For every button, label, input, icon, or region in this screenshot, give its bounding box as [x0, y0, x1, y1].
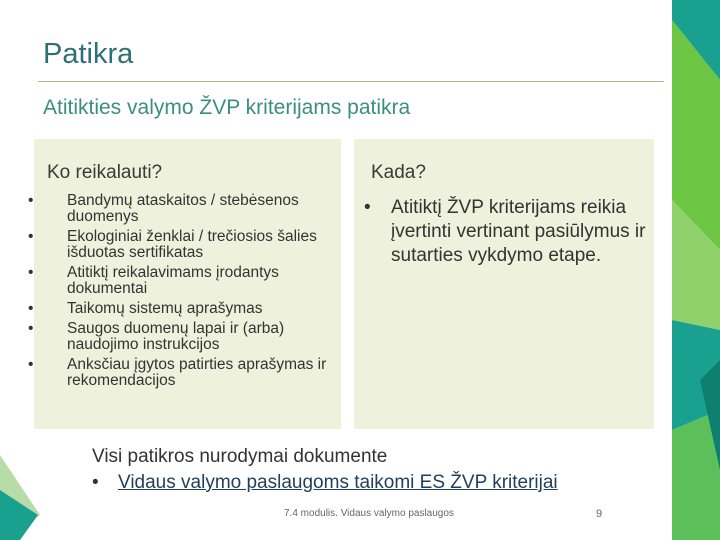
list-item: • Atitiktį ŽVP kriterijams reikia įvertinti vertinant pasiūlymus ir sutarties vykdymo etape. — [362, 196, 652, 268]
list-item: • Taikomų sistemų aprašymas — [27, 301, 332, 317]
footer-text: 7.4 modulis. Vidaus valymo paslaugos — [284, 508, 454, 519]
list-item: • Saugos duomenų lapai ir (arba) naudojimo instrukcijos — [27, 321, 332, 353]
list-item: • Bandymų ataskaitos / stebėsenos duomenys — [27, 193, 332, 225]
left-box-heading: Ko reikalauti? — [47, 162, 163, 183]
timing-list — [362, 196, 652, 268]
title-divider — [38, 81, 664, 82]
slide-subtitle: Atitikties valymo ŽVP kriterijams patikra — [43, 96, 411, 119]
right-box-heading: Kada? — [371, 162, 426, 183]
guidance-link-row — [92, 472, 558, 494]
list-item: • Anksčiau įgytos patirties aprašymas ir rekomendacijos — [27, 357, 332, 389]
bullet: • — [92, 472, 99, 493]
criteria-document-link[interactable]: Vidaus valymo paslaugoms taikomi ES ŽVP kriterijai — [118, 472, 558, 493]
list-item: • Ekologiniai ženklai / trečiosios šalies išduotas sertifikatas — [27, 229, 332, 261]
list-item: • Atitiktį reikalavimams įrodantys dokumentai — [27, 265, 332, 297]
slide-title: Patikra — [43, 38, 134, 70]
requirements-list — [27, 193, 332, 393]
page-number: 9 — [596, 508, 603, 520]
guidance-note: Visi patikros nurodymai dokumente — [92, 446, 388, 467]
